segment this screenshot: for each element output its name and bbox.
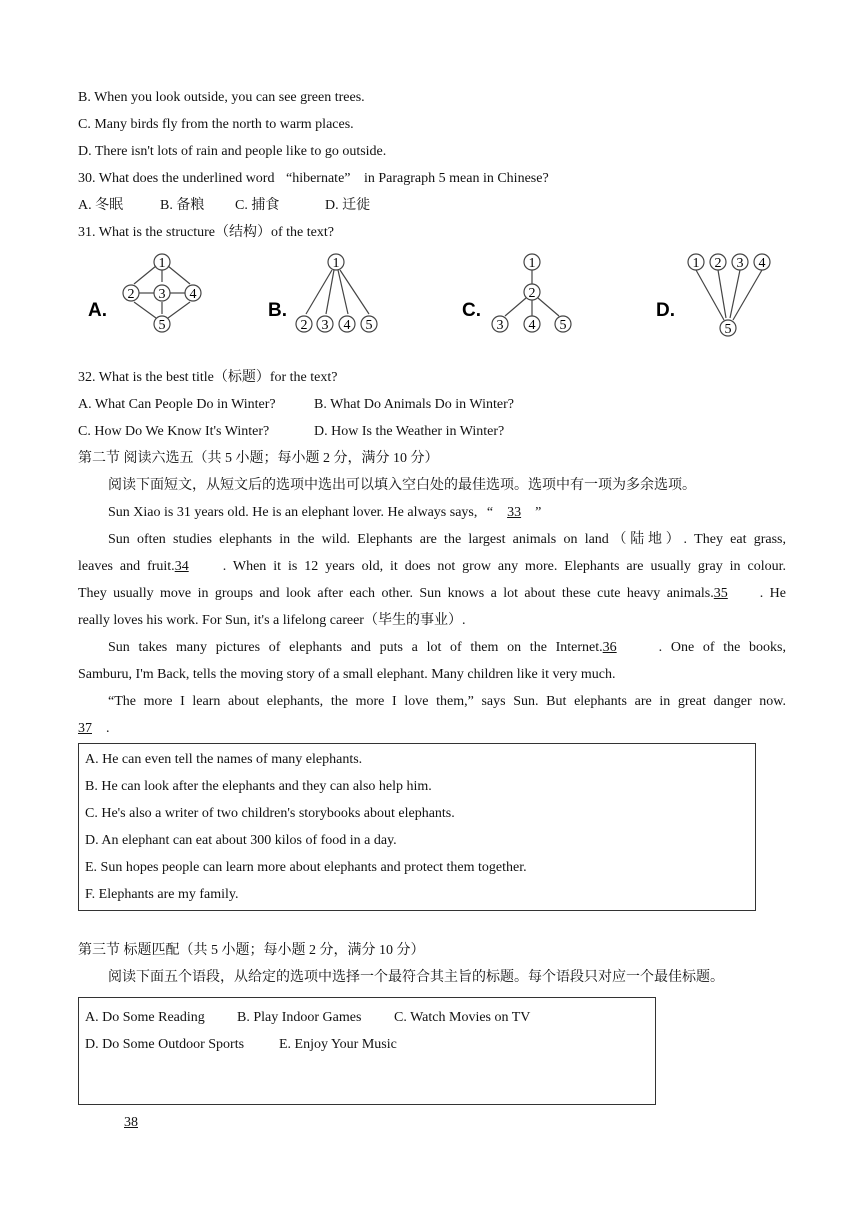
passage-p1 <box>78 499 786 526</box>
blank-38[interactable]: 38 <box>124 1115 138 1130</box>
diagram-c-node-2: 2 <box>528 286 536 301</box>
diagram-b-node-2: 2 <box>300 318 308 333</box>
section2-option-a: A. He can even tell the names of many elephants. <box>85 752 363 767</box>
passage-p4-end: . <box>106 721 110 736</box>
section2-instruction: 阅读下面短文，从短文后的选项中选出可以填入空白处的最佳选项。选项中有一项为多余选项。 <box>108 478 696 493</box>
passage-p3-text-b: . One of the books, <box>658 640 786 655</box>
blank-33[interactable]: 33 <box>507 505 522 520</box>
q30-option-c: C. 捕食 <box>235 198 280 213</box>
q30-stem-a: 30. What does the underlined word <box>78 171 275 186</box>
section3-option-d: D. Do Some Outdoor Sports <box>85 1037 245 1052</box>
diagram-d-node-5: 5 <box>724 322 732 337</box>
passage-p1-text: Sun Xiao is 31 years old. He is an elephant lover. He always says, <box>108 505 478 520</box>
q29-option-c: C. Many birds fly from the north to warm places. <box>78 117 354 132</box>
diagram-a-node-2: 2 <box>127 287 135 302</box>
blank-36[interactable]: 36 <box>602 640 617 655</box>
passage-p2-line2 <box>78 553 786 580</box>
section3-option-b: B. Play Indoor Games <box>237 1010 362 1025</box>
section2-option-f: F. Elephants are my family. <box>85 887 239 902</box>
section3-option-c: C. Watch Movies on TV <box>394 1010 531 1025</box>
q30-stem-b: in Paragraph 5 mean in Chinese? <box>364 171 549 186</box>
q32-option-d: D. How Is the Weather in Winter? <box>314 424 505 439</box>
q32-option-c: C. How Do We Know It's Winter? <box>78 424 270 439</box>
q29-option-d: D. There isn't lots of rain and people like to go outside. <box>78 144 387 159</box>
diagram-d-node-4: 4 <box>758 256 766 271</box>
passage-p2-line3 <box>78 580 786 607</box>
section3-instruction: 阅读下面五个语段，从给定的选项中选择一个最符合其主旨的标题。每个语段只对应一个最佳标题。 <box>108 970 724 985</box>
diagram-a-label: A. <box>88 300 107 321</box>
passage-p2-text-b: . When it is 12 years old, it does not grow any more. Elephants are usually gray in colour. <box>222 559 786 574</box>
q31-stem: 31. What is the structure（结构）of the text? <box>78 225 334 240</box>
section2-options-box <box>78 743 756 911</box>
section3-options-box <box>78 997 656 1105</box>
diagram-b-label: B. <box>268 300 287 321</box>
diagram-a-node-3: 3 <box>158 287 166 302</box>
q29-option-b: B. When you look outside, you can see green trees. <box>78 90 365 105</box>
diagram-b-node-1: 1 <box>332 256 340 271</box>
diagram-a-node-5: 5 <box>158 318 166 333</box>
section2-option-b: B. He can look after the elephants and they can also help him. <box>85 779 432 794</box>
quote-close: ” <box>535 505 542 520</box>
diagram-c-node-5: 5 <box>559 318 567 333</box>
diagram-a-node-1: 1 <box>158 256 166 271</box>
passage-p2-text-c: They usually move in groups and look after each other. Sun knows a lot about these cute heavy animals. <box>78 586 714 601</box>
q32-options-row2 <box>78 418 786 445</box>
blank-34[interactable]: 34 <box>174 559 189 574</box>
section2-option-c: C. He's also a writer of two children's storybooks about elephants. <box>85 806 455 821</box>
passage-p2-text-a: leaves and fruit. <box>78 559 175 574</box>
passage-p4-line2 <box>78 715 786 742</box>
exam-page <box>78 84 786 1136</box>
diagram-c-node-3: 3 <box>496 318 504 333</box>
q30-options <box>78 192 786 219</box>
passage-p2-text-d: . He <box>759 586 786 601</box>
blank-37[interactable]: 37 <box>78 721 92 736</box>
passage-p3-text-a: Sun takes many pictures of elephants and puts a lot of them on the Internet. <box>108 640 603 655</box>
section3-options-row1 <box>85 1004 655 1031</box>
diagram-b <box>266 246 386 354</box>
diagram-b-node-4: 4 <box>343 318 351 333</box>
diagram-b-node-3: 3 <box>321 318 329 333</box>
passage-p4-line1: “The more I learn about elephants, the more I love them,” says Sun. But elephants are in great danger now. <box>108 694 786 709</box>
section2-heading: 第二节 阅读六选五（共 5 小题；每小题 2 分，满分 10 分） <box>78 451 439 466</box>
diagram-b-node-5: 5 <box>365 318 373 333</box>
diagram-c-node-4: 4 <box>528 318 536 333</box>
diagram-c-node-1: 1 <box>528 256 536 271</box>
q30-option-a: A. 冬眠 <box>78 198 124 213</box>
structure-diagrams <box>78 246 786 356</box>
q32-stem: 32. What is the best title（标题）for the text? <box>78 370 338 385</box>
q32-options-row1 <box>78 391 786 418</box>
q30-stem <box>78 165 786 192</box>
diagram-d-node-1: 1 <box>692 256 700 271</box>
diagram-c <box>460 246 580 354</box>
diagram-d-label: D. <box>656 300 675 321</box>
section2-option-d: D. An elephant can eat about 300 kilos of food in a day. <box>85 833 397 848</box>
diagram-c-label: C. <box>462 300 481 321</box>
quote-open: “ <box>486 505 494 520</box>
diagram-a <box>82 246 212 354</box>
diagram-d-node-3: 3 <box>736 256 744 271</box>
q30-option-b: B. 备粮 <box>160 198 205 213</box>
diagram-a-node-4: 4 <box>189 287 197 302</box>
blank-35[interactable]: 35 <box>713 586 728 601</box>
section3-option-a: A. Do Some Reading <box>85 1010 205 1025</box>
section3-heading: 第三节 标题匹配（共 5 小题；每小题 2 分，满分 10 分） <box>78 943 425 958</box>
passage-p2-line1: Sun often studies elephants in the wild. Elephants are the largest animals on land（陆地）. They eat grass, <box>108 532 786 547</box>
q32-option-a: A. What Can People Do in Winter? <box>78 397 276 412</box>
passage-p3-line2: Samburu, I'm Back, tells the moving story of a small elephant. Many children like it very much. <box>78 667 616 682</box>
q30-word: “hibernate” <box>285 171 351 186</box>
passage-p2-line4: really loves his work. For Sun, it's a lifelong career（毕生的事业）. <box>78 613 466 628</box>
section3-option-e: E. Enjoy Your Music <box>279 1037 397 1052</box>
diagram-d-node-2: 2 <box>714 256 722 271</box>
passage-p3-line1 <box>78 634 786 661</box>
blank-38-line <box>78 1109 786 1136</box>
q32-option-b: B. What Do Animals Do in Winter? <box>314 397 514 412</box>
diagram-d <box>654 246 784 354</box>
section3-options-row2 <box>85 1031 655 1058</box>
section2-option-e: E. Sun hopes people can learn more about elephants and protect them together. <box>85 860 527 875</box>
q30-option-d: D. 迁徙 <box>325 198 371 213</box>
